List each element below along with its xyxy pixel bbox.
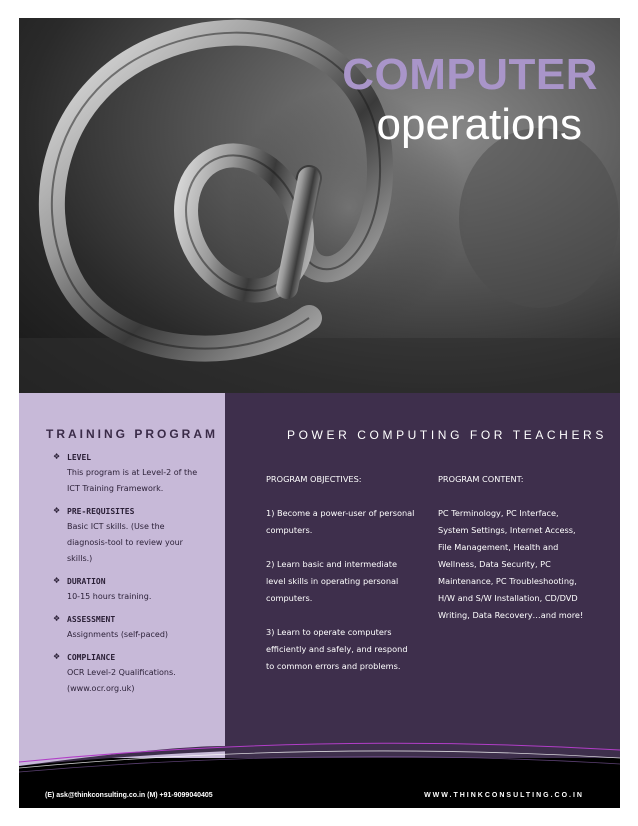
- content-line: Wellness, Data Security, PC: [438, 559, 551, 569]
- item-title: DURATION: [67, 577, 106, 586]
- bullet-icon: ❖: [53, 506, 61, 515]
- bullet-icon: ❖: [53, 652, 61, 661]
- item-title: PRE-REQUISITES: [67, 507, 135, 516]
- item-desc: (www.ocr.org.uk): [67, 684, 135, 693]
- item-title: ASSESSMENT: [67, 615, 116, 624]
- website-link[interactable]: WWW.THINKCONSULTING.CO.IN: [424, 792, 584, 799]
- item-title: LEVEL: [67, 453, 92, 462]
- training-program-list: [53, 451, 218, 705]
- hero-image: [19, 18, 620, 393]
- content-line: File Management, Health and: [438, 542, 559, 552]
- power-computing-heading: POWER COMPUTING FOR TEACHERS: [287, 428, 607, 442]
- objectives-heading: PROGRAM OBJECTIVES:: [266, 474, 362, 484]
- title-computer: COMPUTER: [342, 50, 598, 99]
- contact-info: (E) ask@thinkconsulting.co.in (M) +91-9099040405: [45, 792, 213, 799]
- content-line: Writing, Data Recovery…and more!: [438, 610, 584, 620]
- list-item-level: [53, 451, 218, 497]
- objective-item: [266, 505, 426, 539]
- bullet-icon: ❖: [53, 576, 61, 585]
- objective-item: [266, 624, 426, 675]
- objective-line: 1) Become a power-user of personal: [266, 508, 415, 518]
- training-program-panel: [19, 393, 225, 738]
- content-line: H/W and S/W Installation, CD/DVD: [438, 593, 578, 603]
- item-desc: Assignments (self-paced): [67, 630, 169, 639]
- power-computing-panel: [225, 393, 620, 738]
- item-desc: 10-15 hours training.: [67, 592, 152, 601]
- item-desc: This program is at Level-2 of the: [67, 468, 198, 477]
- list-item-compliance: [53, 651, 218, 697]
- item-desc: OCR Level-2 Qualifications.: [67, 668, 176, 677]
- item-desc: ICT Training Framework.: [67, 484, 164, 493]
- brochure-page: [19, 18, 620, 808]
- item-desc: Basic ICT skills. (Use the: [67, 522, 165, 531]
- content-column: [438, 471, 608, 624]
- objective-line: computers.: [266, 525, 313, 535]
- objective-line: 3) Learn to operate computers: [266, 627, 392, 637]
- item-title: COMPLIANCE: [67, 653, 116, 662]
- training-program-heading: TRAINING PROGRAM: [46, 427, 218, 441]
- item-desc: skills.): [67, 554, 93, 563]
- content-line: System Settings, Internet Access,: [438, 525, 576, 535]
- content-line: PC Terminology, PC Interface,: [438, 508, 559, 518]
- objective-line: level skills in operating personal: [266, 576, 399, 586]
- objective-line: to common errors and problems.: [266, 661, 401, 671]
- objective-item: [266, 556, 426, 607]
- objectives-column: [266, 471, 426, 692]
- objective-line: efficiently and safely, and respond: [266, 644, 408, 654]
- bullet-icon: ❖: [53, 614, 61, 623]
- list-item-assessment: [53, 613, 218, 643]
- list-item-prerequisites: [53, 505, 218, 567]
- objective-line: 2) Learn basic and intermediate: [266, 559, 398, 569]
- objective-line: computers.: [266, 593, 313, 603]
- list-item-duration: [53, 575, 218, 605]
- bullet-icon: ❖: [53, 452, 61, 461]
- title-operations: operations: [376, 100, 582, 149]
- item-desc: diagnosis-tool to review your: [67, 538, 183, 547]
- footer: [19, 738, 620, 808]
- content-line: Maintenance, PC Troubleshooting,: [438, 576, 577, 586]
- content-heading: PROGRAM CONTENT:: [438, 474, 524, 484]
